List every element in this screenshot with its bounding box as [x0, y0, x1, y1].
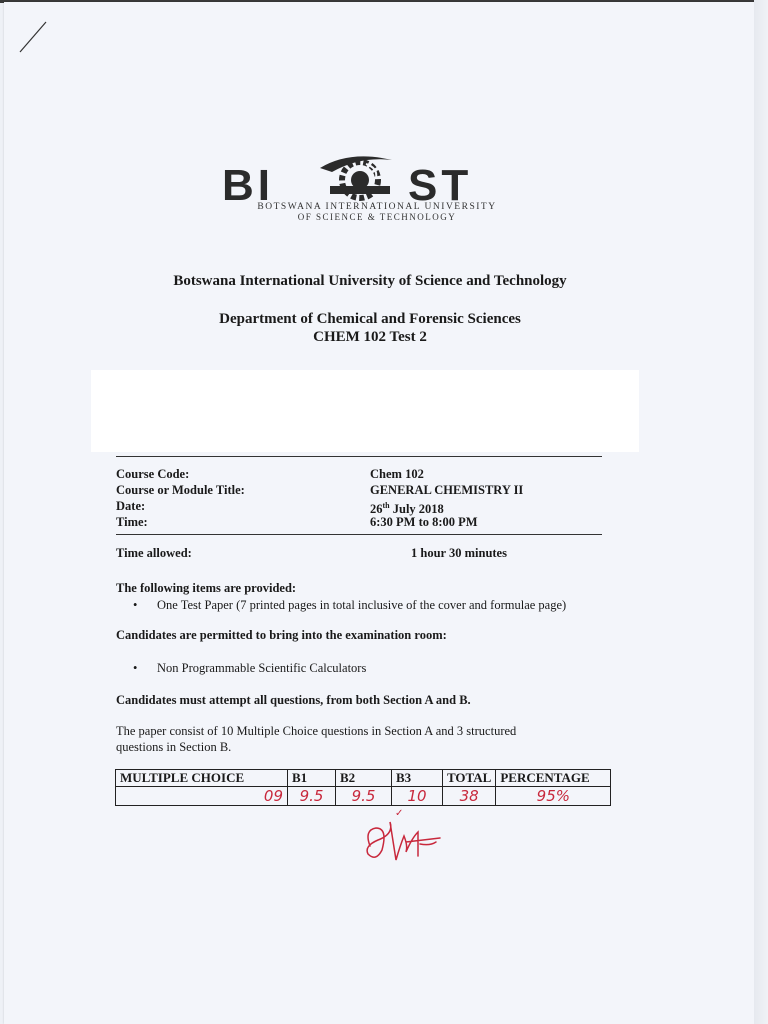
- mark-multiple-choice: 09: [116, 787, 288, 806]
- time-value: 6:30 PM to 8:00 PM: [370, 515, 478, 529]
- header-b3: B3: [392, 770, 443, 787]
- mark-b2: 9.5: [336, 787, 392, 806]
- mark-b1: 9.5: [288, 787, 336, 806]
- provided-heading: The following items are provided:: [116, 581, 297, 595]
- date-value: 26th July 2018: [370, 501, 444, 517]
- header-multiple-choice: MULTIPLE CHOICE: [116, 770, 288, 787]
- marks-table: [115, 769, 611, 806]
- mark-percentage: 95%: [496, 787, 611, 806]
- attempt-instruction: Candidates must attempt all questions, from both Section A and B.: [116, 693, 471, 707]
- paper-structure-line1: The paper consist of 10 Multiple Choice questions in Section A and 3 structured: [116, 724, 517, 738]
- logo-word-right: ST: [408, 161, 473, 210]
- gear-emblem-icon: [310, 150, 410, 202]
- logo-subtitle-line1: BOTSWANA INTERNATIONAL UNIVERSITY: [257, 202, 497, 212]
- module-title-label: Course or Module Title:: [116, 483, 245, 497]
- time-allowed-label: Time allowed:: [116, 546, 192, 560]
- scan-right-edge: [754, 0, 768, 1024]
- header-b2: B2: [336, 770, 392, 787]
- header-percentage: PERCENTAGE: [496, 770, 611, 787]
- divider-bottom: [116, 534, 602, 535]
- marks-value-row: [116, 787, 611, 806]
- university-logo: [222, 148, 532, 224]
- marker-signature: [360, 816, 450, 870]
- mark-total: 38: [443, 787, 496, 806]
- time-label: Time:: [116, 515, 148, 529]
- logo-word-left: BI: [222, 161, 274, 210]
- redacted-block: [91, 370, 639, 452]
- paper-structure-line2: questions in Section B.: [116, 740, 232, 754]
- permitted-heading: Candidates are permitted to bring into the examination room:: [116, 628, 447, 642]
- course-code-label: Course Code:: [116, 467, 190, 481]
- permitted-item: • Non Programmable Scientific Calculators: [137, 660, 366, 676]
- date-label: Date:: [116, 499, 146, 513]
- marks-header-row: [116, 770, 611, 787]
- test-title: CHEM 102 Test 2: [313, 329, 427, 345]
- provided-item: • One Test Paper (7 printed pages in total inclusive of the cover and formulae page): [137, 597, 566, 613]
- module-title-value: GENERAL CHEMISTRY II: [370, 483, 524, 497]
- university-name: Botswana International University of Science and Technology: [173, 273, 567, 289]
- logo-subtitle-line2: OF SCIENCE & TECHNOLOGY: [297, 212, 457, 222]
- divider-top: [116, 456, 602, 457]
- pen-slash-mark: [18, 20, 48, 54]
- header-total: TOTAL: [443, 770, 496, 787]
- course-code-value: Chem 102: [370, 467, 424, 481]
- department-name: Department of Chemical and Forensic Sciences: [219, 311, 521, 327]
- header-b1: B1: [288, 770, 336, 787]
- time-allowed-value: 1 hour 30 minutes: [411, 546, 507, 560]
- mark-b3: 10: [392, 787, 443, 806]
- tick-mark-icon: ✓: [395, 808, 404, 819]
